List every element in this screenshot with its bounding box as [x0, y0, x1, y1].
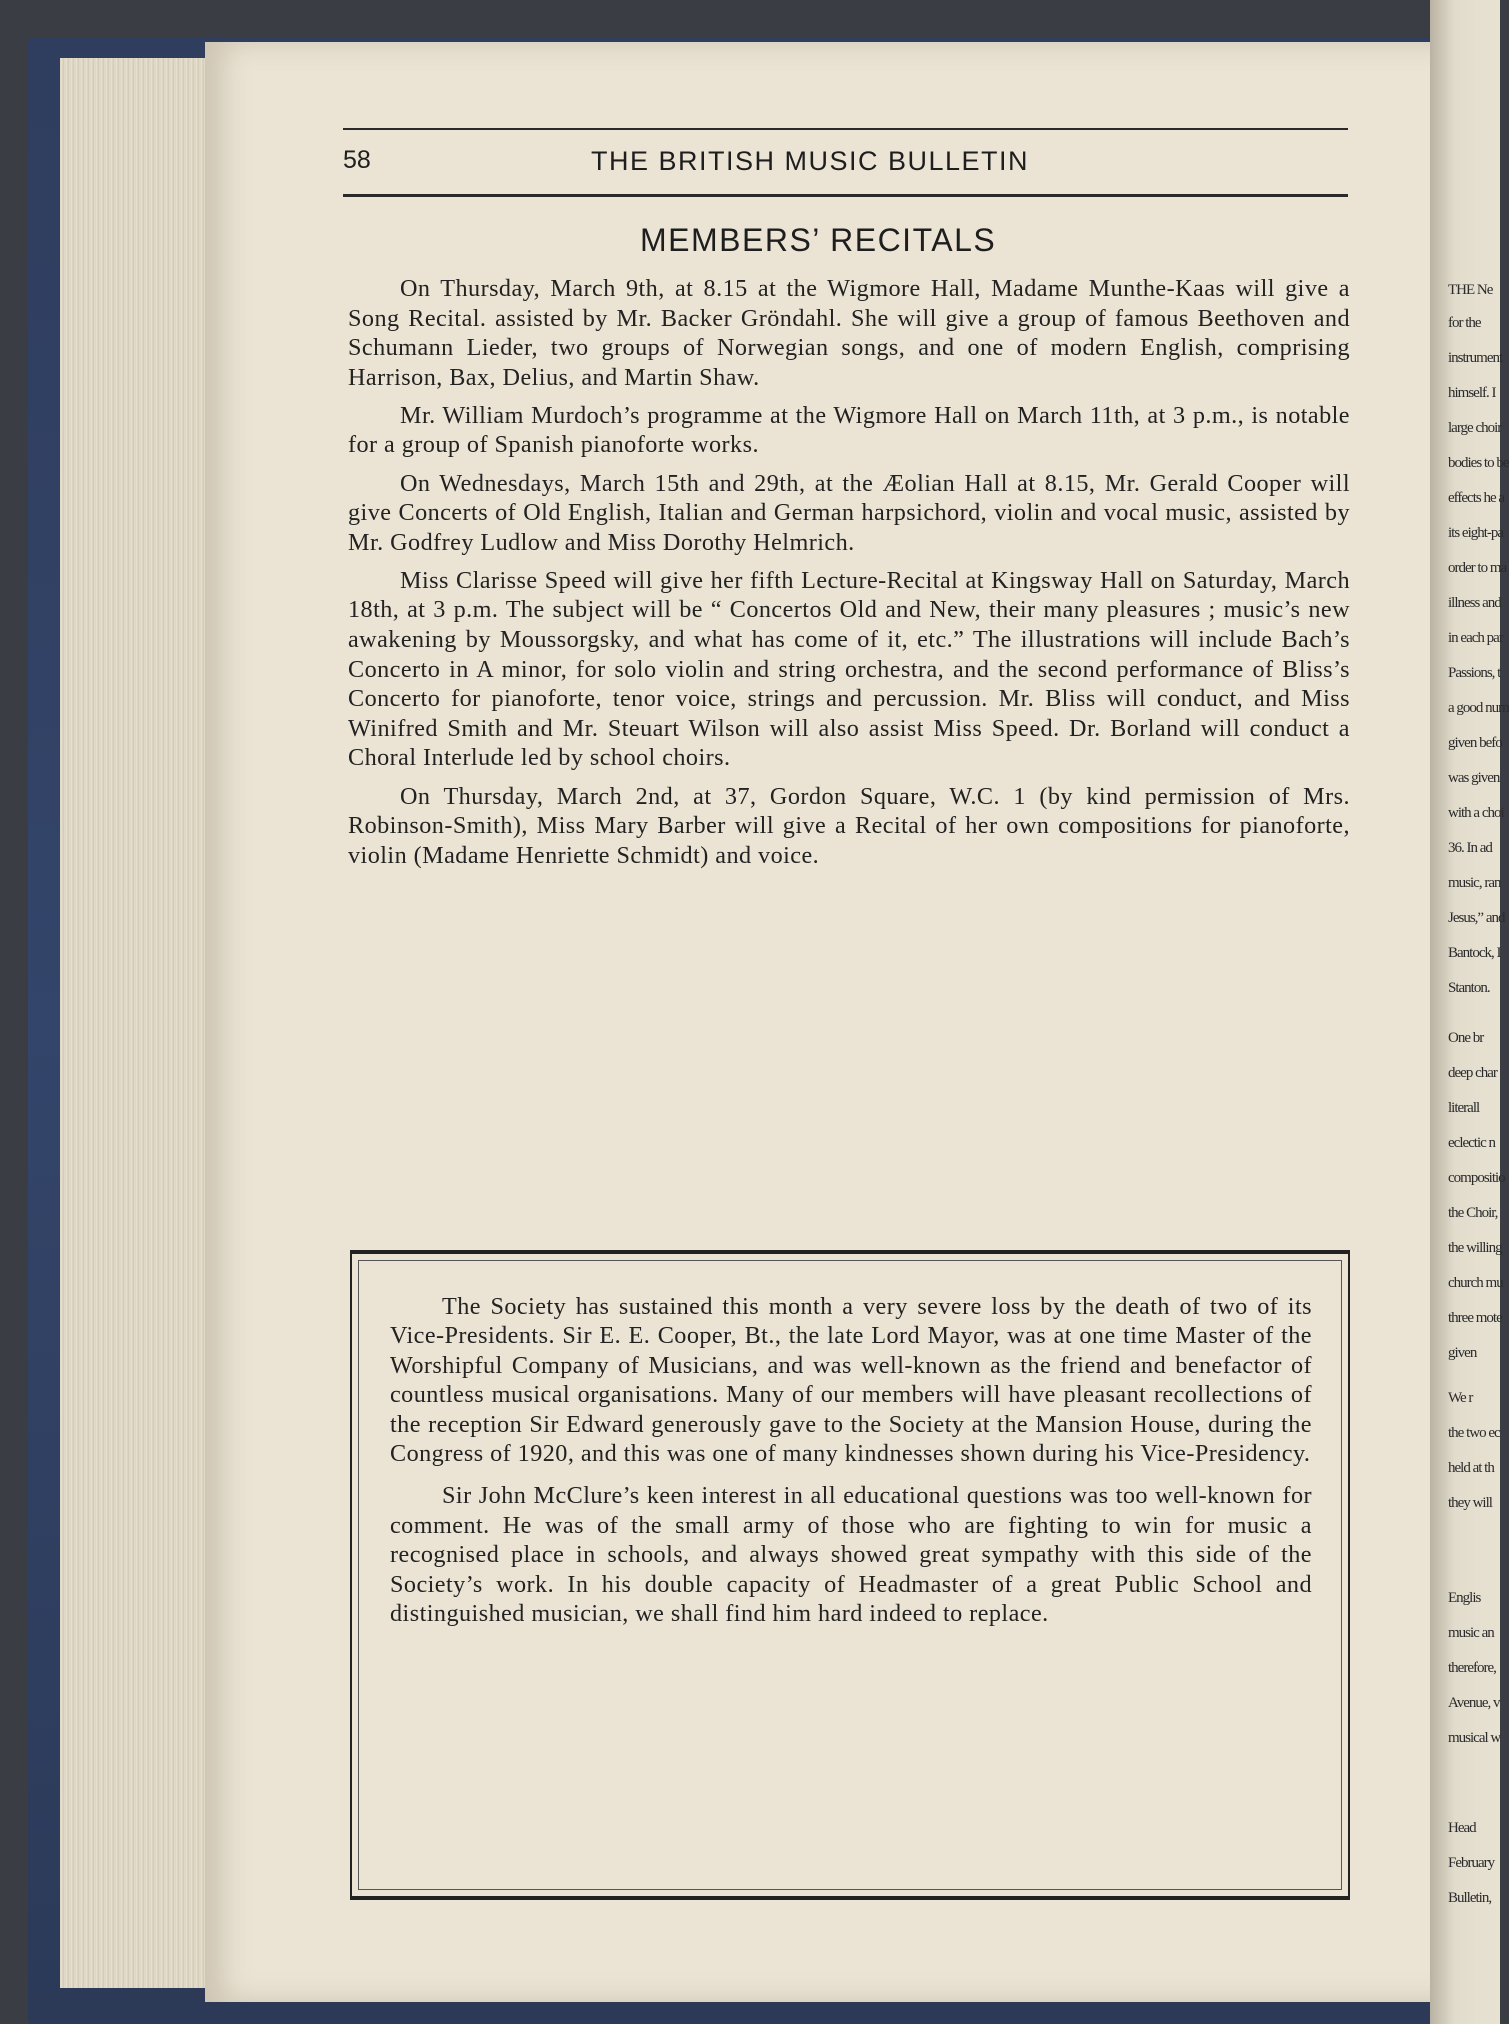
recital-paragraph: On Wednesdays, March 15th and 29th, at the Æolian Hall at 8.15, Mr. Gerald Cooper will give Concerts of Old English, Italian and German harpsichord, violin and vocal music, assisted by Mr. Godfrey Ludlow and Miss Dorothy Helmrich. [348, 469, 1350, 556]
facing-page-fragment: music, ran [1448, 875, 1501, 891]
notice-paragraph: The Society has sustained this month a very severe loss by the death of two of its Vice-Presidents. Sir E. E. Cooper, Bt., the late Lord Mayor, was at one time Master of the Worshipful Company of Musicians, and was well-known as the friend and benefactor of countless musical organisations. Many of our members will have pleasant recollections of the reception Sir Edward generously gave to the Society at the Mansion House, during the Congress of 1920, and this was one of many kindnesses shown during his Vice-Presidency. [390, 1293, 1312, 1468]
facing-page-fragment: the Choir, [1448, 1205, 1498, 1221]
notice-text [390, 1292, 1312, 1641]
facing-page-fragment: music an [1448, 1625, 1494, 1641]
page-number: 58 [343, 146, 371, 174]
facing-page-fragment: Head [1448, 1820, 1476, 1836]
page-edges [60, 58, 210, 1988]
facing-page-fragment: Stanton. [1448, 980, 1490, 996]
facing-page-fragment: a good num [1448, 700, 1509, 716]
recital-paragraph: Miss Clarisse Speed will give her fifth Lecture-Recital at Kingsway Hall on Saturday, March 18th, at 3 p.m. The subject will be “ Concertos Old and New, their many pleasures ; music’s new awakening by Moussorgsky, and what has come of it, etc.” The illustrations will include Bach’s Concerto in A minor, for solo violin and string orchestra, and the second performance of Bliss’s Concerto for pianoforte, tenor voice, strings and percussion. Mr. Bliss will conduct, and Miss Winifred Smith and Mr. Steuart Wilson will also assist Miss Speed. Dr. Borland will conduct a Choral Interlude led by school choirs. [348, 566, 1350, 772]
facing-page-fragment: for the [1448, 315, 1481, 331]
facing-page-fragment: One br [1448, 1030, 1484, 1046]
header-bottom-rule [343, 194, 1348, 197]
facing-page-fragment: with a choi [1448, 805, 1504, 821]
facing-page-fragment: bodies to be [1448, 455, 1509, 471]
facing-page-fragment: the two ec [1448, 1425, 1500, 1441]
facing-page-fragment: therefore, [1448, 1660, 1496, 1676]
notice-paragraph: Sir John McClure’s keen interest in all educational questions was too well-known for comment. He was of the small army of those who are fighting to win for music a recognised place in schools, and always showed great sympathy with this side of the Society’s work. In his double capacity of Headmaster of a great Public School and distinguished musician, we shall find him hard indeed to replace. [390, 1482, 1312, 1628]
facing-page-fragment: deep char [1448, 1065, 1497, 1081]
facing-page-fragment: held at th [1448, 1460, 1494, 1476]
recital-paragraph: Mr. William Murdoch’s programme at the Wigmore Hall on March 11th, at 3 p.m., is notable for a group of Spanish pianoforte works. [348, 401, 1350, 459]
facing-page-fragment: its eight-pa [1448, 525, 1504, 541]
facing-page-fragment: musical w [1448, 1730, 1501, 1746]
facing-page-fragment: Bulletin, [1448, 1890, 1492, 1906]
facing-page-fragment: 36. In ad [1448, 840, 1492, 856]
facing-page-fragment: effects he a [1448, 490, 1505, 506]
facing-page-fragment: Englis [1448, 1590, 1481, 1606]
facing-page-fragment: illness and [1448, 595, 1501, 611]
facing-page-fragment: compositio [1448, 1170, 1505, 1186]
facing-page-fragment: they will [1448, 1495, 1492, 1511]
facing-page-fragment: himself. I [1448, 385, 1496, 401]
page-header [343, 142, 1348, 182]
facing-page-fragment: large choir [1448, 420, 1502, 436]
header-top-rule [343, 128, 1348, 130]
facing-page-fragment: was given [1448, 770, 1500, 786]
facing-page [1430, 0, 1509, 2024]
facing-page-fragment: eclectic n [1448, 1135, 1496, 1151]
facing-page-fragment: February [1448, 1855, 1495, 1871]
running-title: THE BRITISH MUSIC BULLETIN [591, 146, 1030, 176]
facing-page-fragment: Passions, t [1448, 665, 1501, 681]
facing-page-fragment: Avenue, v [1448, 1695, 1500, 1711]
facing-page-fragment: the willing [1448, 1240, 1502, 1256]
facing-page-fragment: three mote [1448, 1310, 1502, 1326]
recital-paragraph: On Thursday, March 9th, at 8.15 at the Wigmore Hall, Madame Munthe-Kaas will give a Song Recital. assisted by Mr. Backer Gröndahl. She will give a group of famous Beethoven and Schumann Lieder, two groups of Norwegian songs, and one of modern English, comprising Harrison, Bax, Delius, and Martin Shaw. [348, 275, 1350, 391]
facing-page-fragment: in each par [1448, 630, 1503, 646]
facing-page-fragment: Bantock, I [1448, 945, 1501, 961]
recitals-text [348, 274, 1350, 879]
facing-page-fragment: We r [1448, 1390, 1473, 1406]
facing-page-fragment: church mu [1448, 1275, 1503, 1291]
facing-page-fragment: given befo [1448, 735, 1502, 751]
recital-paragraph: On Thursday, March 2nd, at 37, Gordon Square, W.C. 1 (by kind permission of Mrs. Robinson-Smith), Miss Mary Barber will give a Recital of her own compositions for pianoforte, violin (Madame Henriette Schmidt) and voice. [348, 782, 1350, 869]
section-title: MEMBERS’ RECITALS [640, 222, 997, 258]
facing-page-fragment: instrument [1448, 350, 1503, 366]
facing-page-fragment: literall [1448, 1100, 1480, 1116]
facing-page-fragment: THE Ne [1448, 282, 1493, 298]
facing-page-fragment: order to ma [1448, 560, 1507, 576]
facing-page-fragment: Jesus,” and [1448, 910, 1505, 926]
facing-page-fragment: given [1448, 1345, 1477, 1361]
obituary-notice-box [350, 1250, 1350, 1900]
